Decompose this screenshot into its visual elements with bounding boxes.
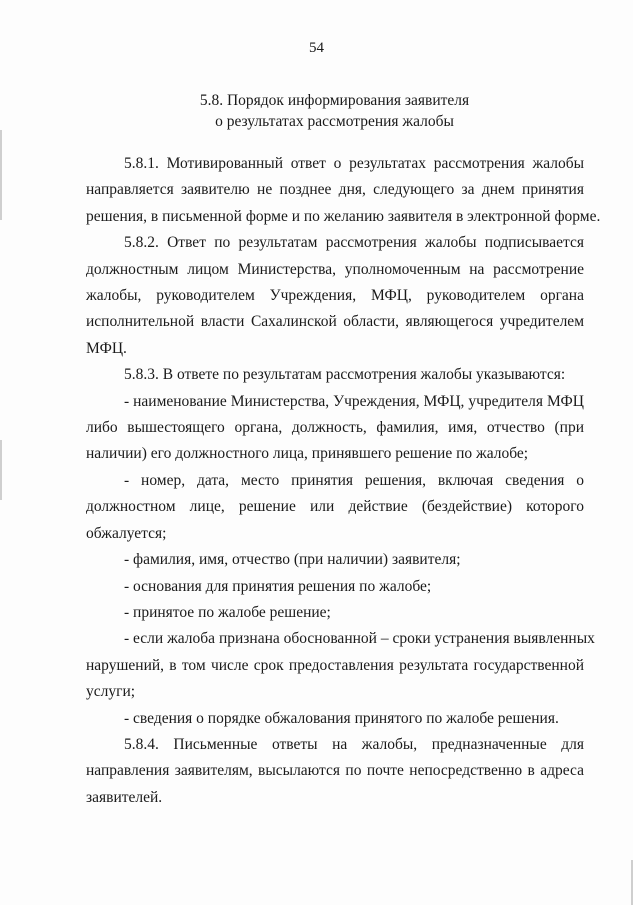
text-line: - наименование Министерства, Учреждения, МФЦ, учредителя МФЦ — [124, 392, 584, 410]
page-number: 54 — [309, 40, 324, 56]
text-line: 5.8.3. В ответе по результатам рассмотрения жалобы указываются: — [124, 366, 566, 384]
text-line: услуги; — [86, 683, 136, 701]
text-line: наличии) его должностного лица, принявшего решение по жалобе; — [86, 445, 529, 463]
list-item — [86, 706, 584, 732]
text-line: - если жалоба признана обоснованной – сроки устранения выявленных — [124, 630, 595, 648]
text-line: 5.8.4. Письменные ответы на жалобы, предназначенные для — [124, 735, 584, 753]
section-heading — [86, 90, 583, 132]
paragraph-5-8-1 — [86, 151, 601, 230]
text-line: обжалуется; — [86, 524, 167, 542]
text-line: исполнительной власти Сахалинской области, являющегося учредителем — [86, 313, 584, 331]
text-line: заявителей. — [86, 788, 163, 806]
text-line: должностном лице, решение или действие (бездействие) которого — [86, 498, 584, 516]
text-line: решения, в письменной форме и по желанию заявителя в электронной форме. — [86, 207, 601, 225]
text-line: МФЦ. — [86, 339, 127, 357]
paragraph-5-8-2 — [86, 230, 584, 362]
list-item — [86, 574, 584, 600]
list-item — [86, 389, 584, 468]
text-line: - сведения о порядке обжалования принятого по жалобе решения. — [124, 709, 559, 727]
list-item — [86, 626, 595, 705]
text-line: - фамилия, имя, отчество (при наличии) заявителя; — [124, 551, 461, 569]
paragraph-5-8-3 — [86, 362, 584, 388]
text-line: жалобы, руководителем Учреждения, МФЦ, руководителем органа — [86, 287, 584, 305]
document-body — [86, 151, 601, 811]
text-line: 5.8.1. Мотивированный ответ о результатах рассмотрения жалобы — [124, 155, 584, 172]
text-line: - номер, дата, место принятия решения, включая сведения о — [124, 471, 584, 489]
section-heading-line: о результатах рассмотрения жалобы — [215, 113, 454, 130]
paragraph-5-8-4 — [86, 732, 584, 811]
text-line: нарушений, в том числе срок предоставления результата государственной — [86, 656, 584, 674]
text-line: - основания для принятия решения по жалобе; — [124, 577, 432, 595]
text-line: - принятое по жалобе решение; — [124, 603, 331, 621]
text-line: направления заявителям, высылаются по почте непосредственно в адреса — [86, 762, 584, 780]
scan-edge-mark — [0, 440, 2, 500]
list-item — [86, 547, 584, 573]
text-line: должностным лицом Министерства, уполномоченным на рассмотрение — [86, 260, 584, 278]
section-heading-line: 5.8. Порядок информирования заявителя — [199, 92, 470, 109]
list-item — [86, 468, 584, 547]
text-line: либо вышестоящего органа, должность, фамилия, имя, отчество (при — [86, 419, 584, 437]
scan-edge-mark — [0, 130, 2, 220]
text-line: 5.8.2. Ответ по результатам рассмотрения жалобы подписывается — [124, 234, 584, 252]
text-line: направляется заявителю не позднее дня, следующего за днем принятия — [86, 181, 584, 199]
list-item — [86, 600, 584, 626]
